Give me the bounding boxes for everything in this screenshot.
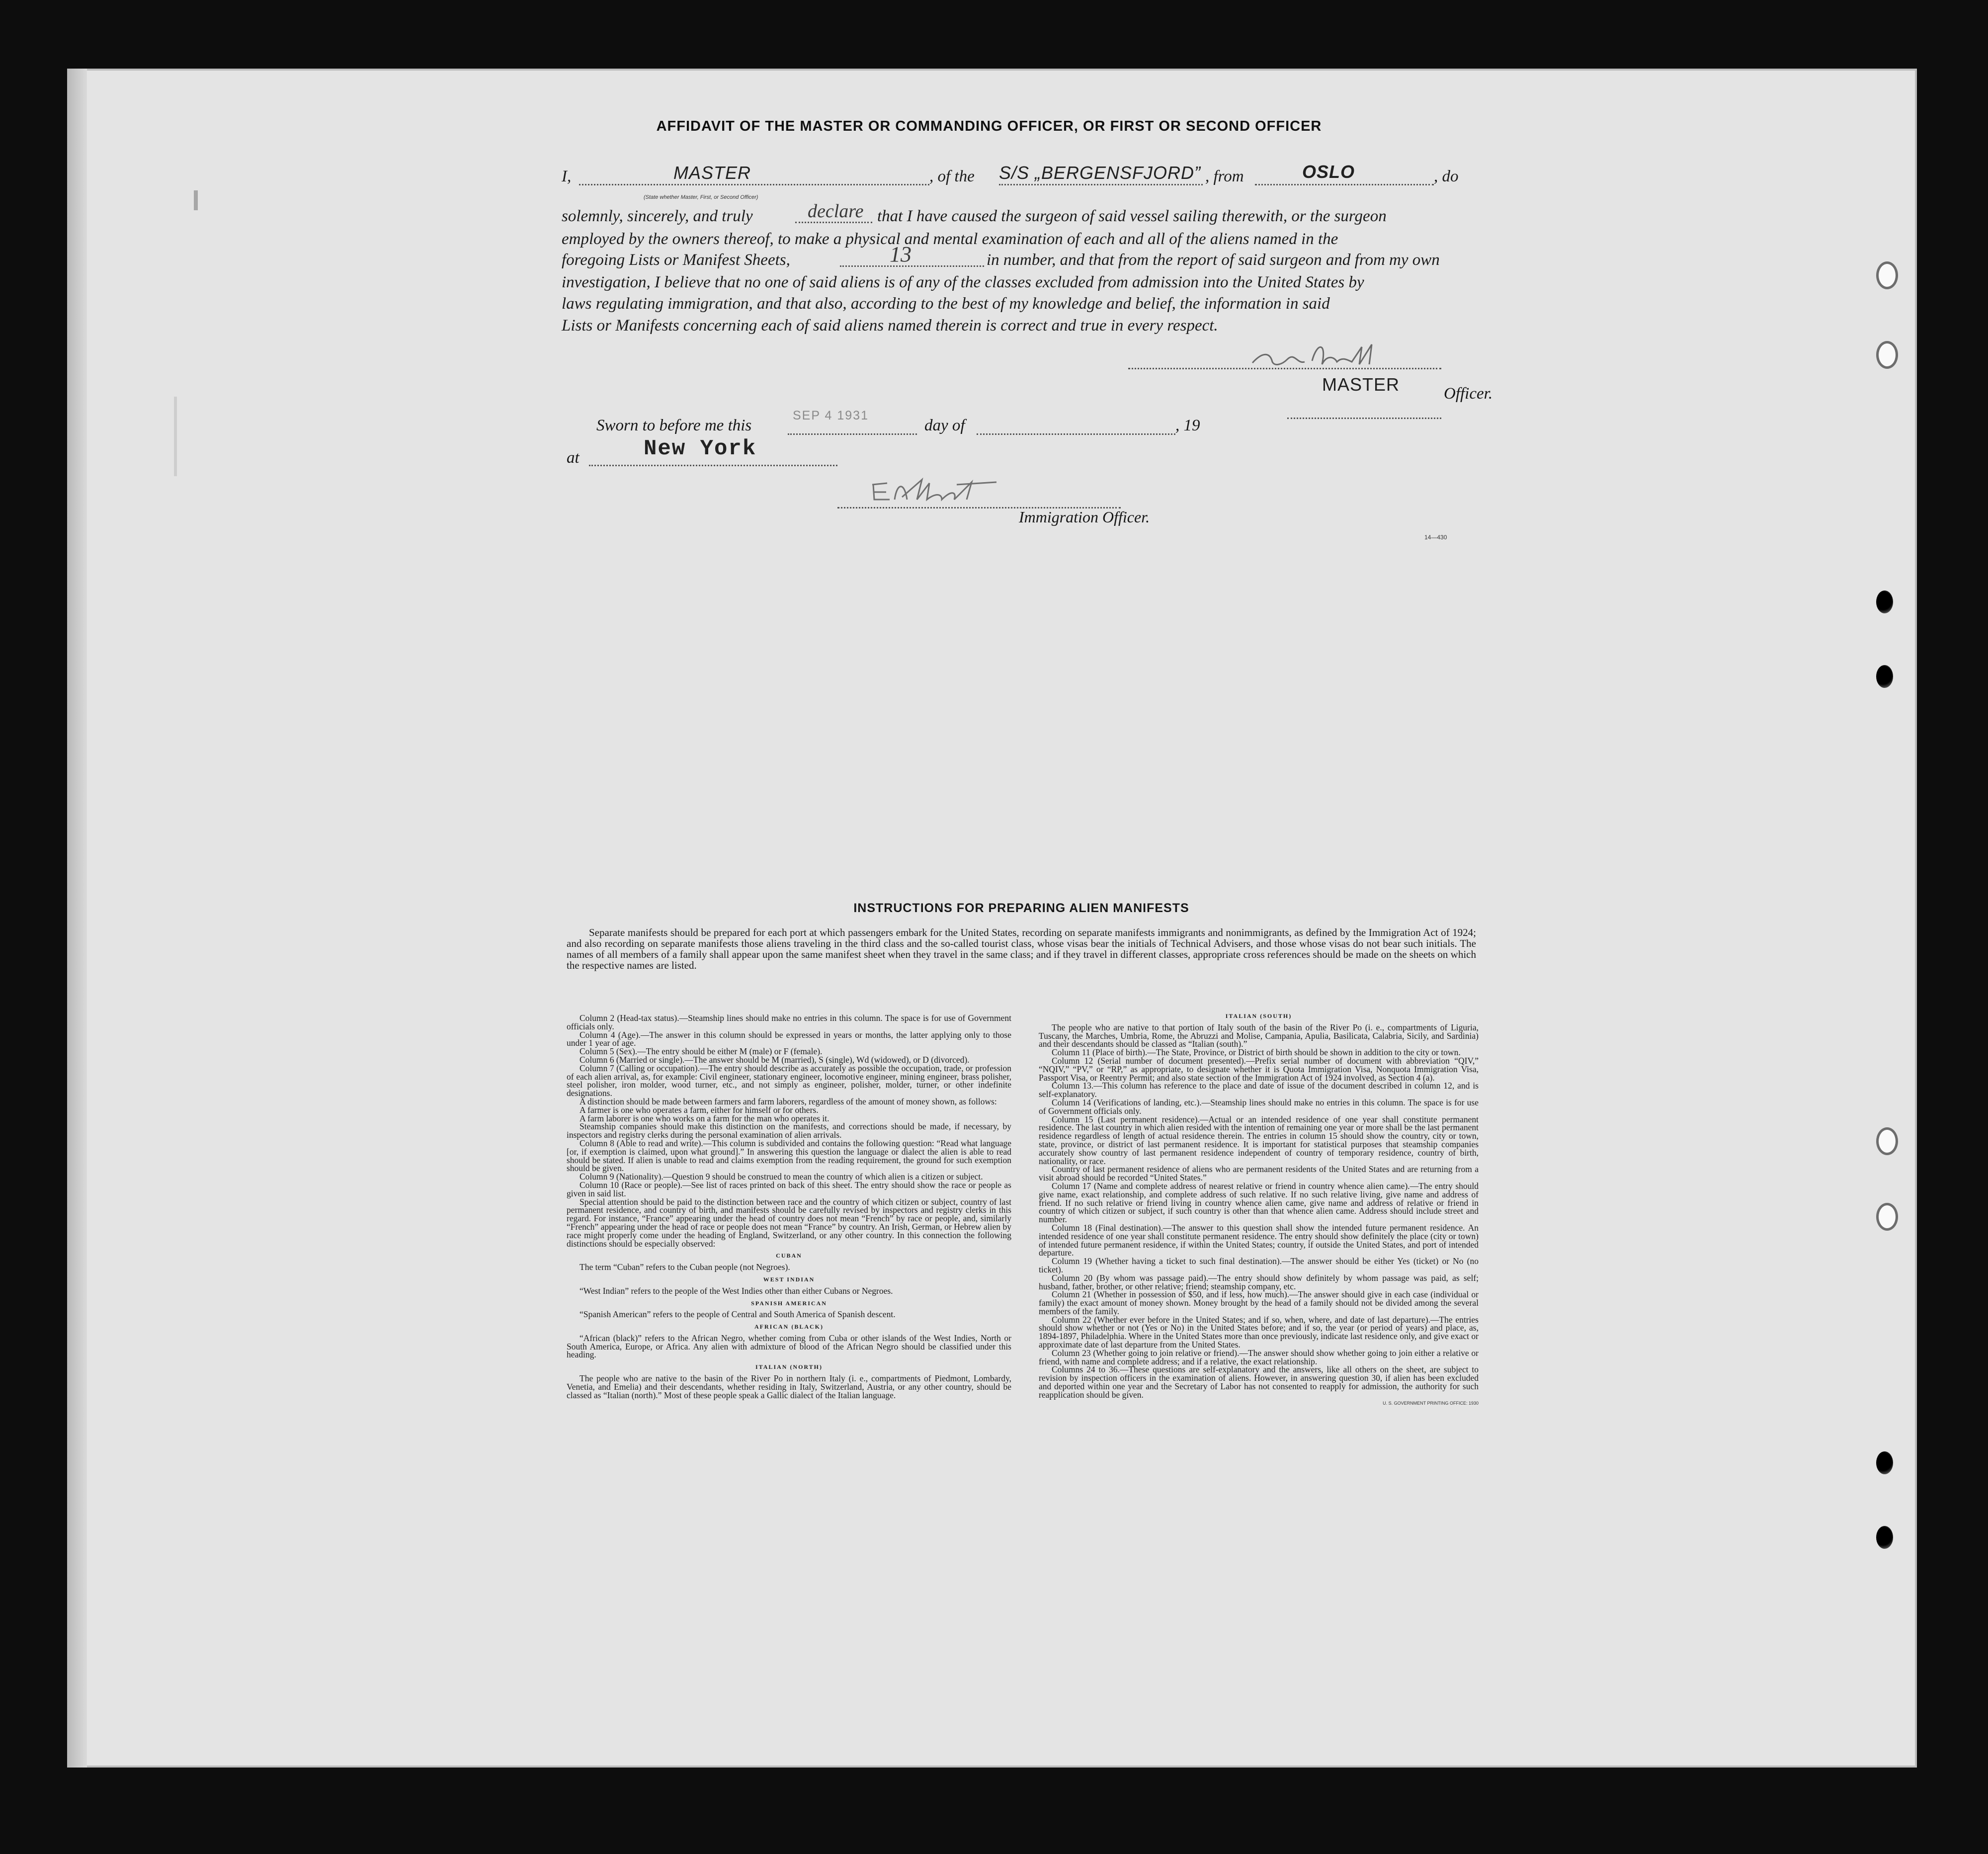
punch-hole xyxy=(1876,1203,1898,1231)
affidavit-line-1 xyxy=(497,162,1481,200)
instructions-intro: Separate manifests should be prepared for each port at which passengers embark for the United States, recording on separate manifests immigrants and nonimmigrants, as defined by the Immigration Act of 1924; and also recording on separate manifests those aliens traveling in the third class and the so-called tourist class, whose visas bear the initials of Technical Advisers, and those whose visas do not bear such initials. The names of all members of a family shall appear upon the same manifest sheet when they travel in the same class; and if they travel in different classes, appropriate cross references should be made on the sheets on which the respective names are listed. xyxy=(567,927,1476,971)
sworn-date-stamp: SEP 4 1931 xyxy=(793,409,869,422)
left-paragraph: Steamship companies should make this distinction on the manifests, and corrections should be made, if necessary, by inspectors and registry clerks during the personal examination of alien arrivals. xyxy=(567,1121,1011,1140)
subsection-text: “West Indian” refers to the people of the West Indies other than either Cubans or Negroes. xyxy=(580,1285,893,1296)
at-label: at xyxy=(567,449,580,467)
punch-hole xyxy=(1876,1127,1898,1155)
line1-prefix: I, xyxy=(562,168,572,185)
line6: laws regulating immigration, and that also, according to the best of my knowledge and belief, the information in said xyxy=(562,295,1330,313)
month-field xyxy=(977,433,1175,435)
left-paragraph: A farmer is one who operates a farm, either for himself or for others. xyxy=(580,1104,819,1115)
affidavit-line-2 xyxy=(497,201,1481,228)
right-paragraph: Country of last permanent residence of aliens who are permanent residents of the United States and are returning from a visit abroad should be recorded “United States.” xyxy=(1039,1164,1479,1183)
immigration-officer-signature xyxy=(867,477,1036,507)
subsection-text: The term “Cuban” refers to the Cuban people (not Negroes). xyxy=(580,1262,790,1272)
vessel-filled: S/S „BERGENSFJORD” xyxy=(999,163,1201,183)
right-paragraph: Column 18 (Final destination).—The answer to this question shall show the intended future permanent residence. An intended residence of one year shall constitute permanent residence. The entry should show definitely the place (city or town) of intended future permanent residence, if within the United States; country, if outside the United States, and port of intended departure. xyxy=(1039,1222,1479,1258)
right-paragraph: Column 13.—This column has reference to the place and date of issue of the document described in column 12, and is self-explanatory. xyxy=(1039,1081,1479,1099)
right-paragraph: Column 20 (By whom was passage paid).—The entry should show definitely by whom passage was paid, as self; husband, father, brother, or other relative; friend; steamship company, etc. xyxy=(1039,1272,1479,1291)
right-heading: ITALIAN (SOUTH) xyxy=(1225,1012,1292,1019)
punch-hole xyxy=(1876,1526,1893,1549)
affidavit-line-3 xyxy=(497,228,1481,251)
edge-mark xyxy=(194,190,198,210)
subsection-heading: AFRICAN (BLACK) xyxy=(754,1323,824,1331)
declare-filled: declare xyxy=(808,201,864,222)
left-paragraph: A farm laborer is one who works on a farm for the man who operates it. xyxy=(580,1113,829,1123)
place-field xyxy=(589,465,837,466)
line4-a: foregoing Lists or Manifest Sheets, xyxy=(562,251,790,269)
subsection-text: “African (black)” refers to the African Negro, whether coming from Cuba or other islands of the West Indies, North or South America, Europe, or Africa. Any alien with admixture of blood of the African Negro should be classified under this heading. xyxy=(567,1333,1011,1360)
line2-a: solemnly, sincerely, and truly xyxy=(562,207,753,225)
line4-b: in number, and that from the report of said surgeon and from my own xyxy=(987,251,1440,269)
left-paragraph: Column 10 (Race or people).—See list of races printed on back of this sheet. The entry should show the race or people as given in said list. xyxy=(567,1180,1011,1198)
sheets-field xyxy=(840,240,984,267)
punch-hole xyxy=(1876,665,1893,688)
instructions-title: INSTRUCTIONS FOR PREPARING ALIEN MANIFESTS xyxy=(853,901,1189,915)
instructions-left-column xyxy=(567,1014,1011,1399)
left-paragraph: Column 2 (Head-tax status).—Steamship lines should make no entries in this column. The space is for use of Government officials only. xyxy=(567,1013,1011,1031)
left-paragraph: Column 4 (Age).—The answer in this column should be expressed in years or months, the latter applying only to those under 1 year of age. xyxy=(567,1029,1011,1048)
right-paragraph: Column 19 (Whether having a ticket to such final destination).—The answer should be either Yes (ticket) or No (no ticket). xyxy=(1039,1256,1479,1274)
left-paragraph: Column 9 (Nationality).—Question 9 should be construed to mean the country of which alien is a citizen or subject. xyxy=(580,1172,983,1182)
affidavit-line-7 xyxy=(497,314,1481,337)
instructions-right-column xyxy=(1039,1008,1479,1407)
right-paragraph: Column 22 (Whether ever before in the United States; and if so, when, where, and date of last departure).—The entries should show whether or not (Yes or No) in the United States before; and if so, the year (or period of years) and place, as, 1894-1897, Philadelphia. Where in the United States more than once previously, indicate last residence only, and give exact or approximate date of last departure from the United States. xyxy=(1039,1314,1479,1350)
line5: investigation, I believe that no one of said aliens is of any of the classes excluded from admission into the United States by xyxy=(562,273,1364,291)
line2-b: that I have caused the surgeon of said vessel sailing therewith, or the surgeon xyxy=(877,207,1387,225)
place-filled: New York xyxy=(644,436,757,461)
left-paragraph: Special attention should be paid to the distinction between race and the country of which citizen or subject, country of last permanent residence, and country of birth, and manifests should be carefully revised by inspectors and registry clerks in this regard. For instance, “France” appearing under the head of country does not mean “French” by race or people, and, similarly “French” appearing under the head of race or people does not mean “France” by country. An Irish, German, or Hebrew alien by race might properly come under the heading of England, Switzerland, or any other country. In this connection the following distinctions should be especially observed: xyxy=(567,1196,1011,1249)
line1-of-the: , of the xyxy=(929,168,975,185)
line3: employed by the owners thereof, to make a physical and mental examination of each and all of the aliens named in the xyxy=(562,230,1338,248)
punch-hole xyxy=(1876,341,1898,369)
port-filled: OSLO xyxy=(1302,162,1355,182)
edge-mark xyxy=(174,397,177,476)
officer-title-field xyxy=(1287,393,1441,419)
officer-suffix: Officer. xyxy=(1444,385,1493,403)
sworn-prefix: Sworn to before me this xyxy=(596,417,752,434)
punch-hole xyxy=(1876,590,1893,613)
left-paragraph: Column 7 (Calling or occupation).—The entry should describe as accurately as possible the occupation, trade, or profession of each alien arrival, as, for example: Civil engineer, stationary engineer, locomotive engineer, mining engineer, brass polisher, steel polisher, iron molder, wood turner, etc., and not simply as engineer, polisher, molder, turner, or other indefinite designations. xyxy=(567,1063,1011,1098)
subsection-text: “Spanish American” refers to the people of Central and South America of Spanish descent. xyxy=(580,1309,896,1320)
right-paragraph: The people who are native to that portion of Italy south of the basin of the River Po (i. e., compartments of Liguria, Tuscany, the Marches, Umbria, Rome, the Abruzzi and Molise, Campania, Apulia, Basilicata, Calabria, Sicily, and Sardinia) and their descendants should be classed as “Italian (south).” xyxy=(1039,1022,1479,1049)
punch-hole xyxy=(1876,261,1898,289)
right-paragraph: Column 17 (Name and complete address of nearest relative or friend in country whence alien came).—The entry should give name, exact relationship, and complete address of such relative. If no such relative living, give name and address of friend. If no such relative or friend living in country whence alien came, give name and address of relative or friend in country of which citizen or subject, if such country is other than that whence alien came. Address should include street and number. xyxy=(1039,1180,1479,1225)
officer-title-filled: MASTER xyxy=(1322,374,1400,395)
affidavit-line-5 xyxy=(497,271,1481,294)
right-paragraph: Column 23 (Whether going to join relative or friend).—The answer should show whether going to join either a relative or friend, with name and complete address; and if a relative, the exact relationship. xyxy=(1039,1348,1479,1366)
line1-do: , do xyxy=(1434,168,1459,185)
rank-field xyxy=(579,158,929,185)
right-paragraph: Column 21 (Whether in possession of $50, and if less, how much).—The answer should give in each case (individual or family) the exact amount of money shown. Money brought by the head of a family should not be divided among the several members of the family. xyxy=(1039,1289,1479,1316)
subsection-heading: ITALIAN (NORTH) xyxy=(755,1363,823,1371)
subsection-text: The people who are native to the basin of the River Po in northern Italy (i. e., compartments of Piedmont, Lombardy, Venetia, and Emelia) and their descendants, whether residing in Italy, Switzerland, Austria, or any other country, should be classed as “Italian (north).” Most of these people speak a Gallic dialect of the Italian language. xyxy=(567,1373,1011,1400)
affidavit-line-6 xyxy=(497,292,1481,316)
right-paragraph: Column 14 (Verifications of landing, etc.).—Steamship lines should make no entries in this column. The space is for use of Government officials only. xyxy=(1039,1097,1479,1116)
left-paragraph: Column 5 (Sex).—The entry should be either M (male) or F (female). xyxy=(580,1046,823,1057)
printing-office-note: U. S. GOVERNMENT PRINTING OFFICE: 1930 xyxy=(1383,1400,1479,1406)
line1-from: , from xyxy=(1205,168,1244,185)
form-number: 14—430 xyxy=(1424,534,1447,541)
line7: Lists or Manifests concerning each of said aliens named therein is correct and true in every respect. xyxy=(562,317,1218,335)
rank-filled: MASTER xyxy=(673,163,751,183)
right-paragraph: Columns 24 to 36.—These questions are self-explanatory and the answers, like all others on the sheet, are subject to revision by inspection officers in the examination of aliens. However, in answering question 30, if alien has been excluded and deported within one year and the Secretary of Labor has not consented to reapply for admission, the authority for such reapplication should be given. xyxy=(1039,1364,1479,1400)
right-paragraph: Column 15 (Last permanent residence).—Actual or an intended residence of one year shall constitute permanent residence. The last country in which alien resided with the intention of remaining one year or more shall be the last permanent residence regardless of length of actual residence therein. The entries in column 15 should show the country, city or town, state, province, or district of last permanent residence. It is important for statistical purposes that steamship companies accurately show country of last permanent residence independent of country of temporary residence, country of birth, nationality, or race. xyxy=(1039,1114,1479,1166)
left-paragraph: A distinction should be made between farmers and farm laborers, regardless of the amount of money shown, as follows: xyxy=(580,1096,997,1106)
year-prefix: , 19 xyxy=(1175,417,1200,434)
sworn-date-field xyxy=(788,433,917,435)
sheets-filled: 13 xyxy=(890,242,911,266)
left-paragraph: Column 6 (Married or single).—The answer should be M (married), S (single), Wd (widowed), or D (divorced). xyxy=(580,1054,970,1065)
right-paragraph: Column 11 (Place of birth).—The State, Province, or District of birth should be shown in addition to the city or town. xyxy=(1052,1047,1461,1058)
rank-hint: (State whether Master, First, or Second Officer) xyxy=(644,194,758,200)
day-of: day of xyxy=(924,417,965,434)
left-paragraph: Column 8 (Able to read and write).—This column is subdivided and contains the following question: “Read what language [or, if exemption is claimed, upon what ground].” In answering this question the language or dialect the alien is able to read should be stated. If alien is unable to read and claims exemption from the reading requirement, the ground for such exemption should be given. xyxy=(567,1138,1011,1174)
signature-line xyxy=(1128,368,1441,369)
subsection-heading: CUBAN xyxy=(776,1252,802,1260)
immigration-officer-label: Immigration Officer. xyxy=(1019,508,1150,526)
punch-hole xyxy=(1876,1451,1893,1474)
right-paragraph: Column 12 (Serial number of document presented).—Prefix serial number of document with abbreviation “QIV,” “NQIV,” “PV,” or “RP,” as appropriate, to designate whether it is Quota Immigration Visa, Nonquota Immigration Visa, Passport Visa, or Reentry Permit; and also state section of the Immigration Act of 1924 involved, as Section 4 (a). xyxy=(1039,1055,1479,1083)
affidavit-line-4 xyxy=(497,242,1481,272)
subsection-heading: WEST INDIAN xyxy=(763,1275,815,1283)
master-signature xyxy=(1247,337,1407,372)
affidavit-title: AFFIDAVIT OF THE MASTER OR COMMANDING OFFICER, OR FIRST OR SECOND OFFICER xyxy=(656,118,1322,134)
subsection-heading: SPANISH AMERICAN xyxy=(751,1299,827,1307)
